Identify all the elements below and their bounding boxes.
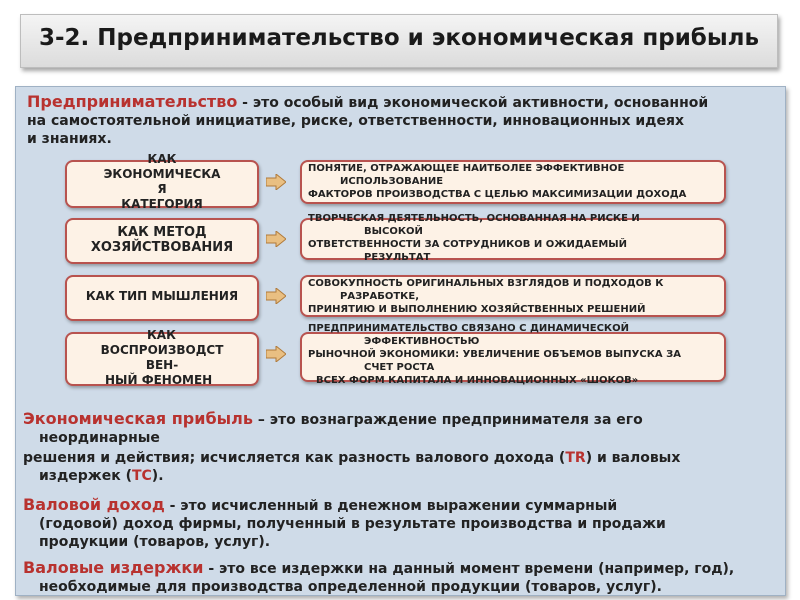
aspect-desc-line: ПОНЯТИЕ, ОТРАЖАЮЩЕЕ НАИТБОЛЕЕ ЭФФЕКТИВНОЕ [308, 163, 625, 174]
aspect-desc-category [300, 160, 726, 204]
revenue-line-2: (годовой) доход фирмы, полученный в результате производства и продажи [39, 516, 666, 532]
aspect-desc-line: ЭФФЕКТИВНОСТЬЮ [364, 336, 480, 347]
profit-definition [23, 410, 779, 485]
aspect-desc-line: ОТВЕТСТВЕННОСТИ ЗА СОТРУДНИКОВ И ОЖИДАЕМЫЙ [308, 239, 628, 250]
costs-term: Валовые издержки [23, 558, 204, 577]
aspect-label-line: ЭКОНОМИЧЕСКА [103, 167, 221, 181]
aspect-desc-line: ВЫСОКОЙ [364, 226, 423, 237]
intro-line-3: и знаниях. [27, 131, 112, 147]
arrow-right-icon [266, 288, 286, 304]
profit-line-2: неординарные [39, 430, 160, 446]
aspect-desc-line: ТВОРЧЕСКАЯ ДЕЯТЕЛЬНОСТЬ, ОСНОВАННАЯ НА РИСКЕ И [308, 213, 640, 224]
costs-definition [23, 559, 779, 596]
aspect-label-line: ВЕН- [145, 358, 179, 372]
title-banner [20, 14, 778, 68]
aspect-desc-phenomenon [300, 323, 726, 386]
costs-line-2: необходимые для производства определенной продукции (товаров, услуг). [39, 579, 662, 595]
intro-line-2: на самостоятельной инициативе, риске, ответственности, инновационных идеях [27, 113, 685, 129]
aspect-label-line: КАК МЕТОД [117, 225, 207, 240]
revenue-definition [23, 496, 779, 551]
tr-abbr: TR [565, 450, 586, 466]
aspect-desc-line: СОВОКУПНОСТЬ ОРИГИНАЛЬНЫХ ВЗГЛЯДОВ И ПОДХОДОВ К [308, 278, 664, 289]
arrow-right-icon [266, 346, 286, 362]
tc-abbr: TC [131, 468, 152, 484]
aspect-desc-line: ИСПОЛЬЗОВАНИЕ [340, 176, 444, 187]
aspect-desc-method [300, 213, 726, 263]
aspect-label-line: КАТЕГОРИЯ [121, 197, 203, 211]
costs-line-1: - это все издержки на данный момент времени (например, год), [203, 561, 735, 577]
profit-term: Экономическая прибыль [23, 409, 253, 428]
intro-term: Предпринимательство [27, 92, 238, 111]
arrow-right-icon [266, 231, 286, 247]
profit-line-3: решения и действия; исчисляется как разность валового дохода ( [23, 450, 566, 466]
aspect-label-line: ВОСПРОИЗВОДСТ [100, 343, 224, 357]
aspect-desc-line: ВСЕХ ФОРМ КАПИТАЛА И ИННОВАЦИОННЫХ «ШОКОВ» [316, 375, 639, 386]
revenue-term: Валовой доход [23, 495, 165, 514]
aspect-label-line: Я [157, 182, 167, 196]
aspect-label-line: ХОЗЯЙСТВОВАНИЯ [90, 240, 234, 255]
revenue-line-1: - это исчисленный в денежном выражении суммарный [164, 498, 618, 514]
aspect-desc-line: ФАКТОРОВ ПРОИЗВОДСТВА С ЦЕЛЬЮ МАКСИМИЗАЦИИ ДОХОДА [308, 189, 687, 200]
profit-line-4: издержек ( [39, 468, 132, 484]
aspect-desc-thinking [300, 275, 726, 317]
profit-line-1: – это вознаграждение предпринимателя за его [252, 412, 643, 428]
aspect-desc-line: РЫНОЧНОЙ ЭКОНОМИКИ: УВЕЛИЧЕНИЕ ОБЪЕМОВ ВЫПУСКА ЗА [308, 349, 681, 360]
aspect-box-phenomenon [65, 328, 259, 387]
aspect-desc-line: РАЗРАБОТКЕ, [340, 291, 419, 302]
aspect-desc-line: ПРЕДПРИНИМАТЕЛЬСТВО СВЯЗАНО С ДИНАМИЧЕСКОЙ [308, 323, 629, 334]
page-title: 3-2. Предпринимательство и экономическая прибыль [39, 25, 760, 51]
aspect-box-category [65, 152, 259, 211]
aspect-label-line: НЫЙ ФЕНОМЕН [105, 373, 213, 387]
profit-line-4-end: ). [151, 468, 164, 484]
aspect-label-line: КАК ТИП МЫШЛЕНИЯ [85, 289, 239, 303]
profit-line-3-end: ) и валовых [585, 450, 681, 466]
aspect-box-method [65, 218, 259, 264]
aspect-desc-line: СЧЕТ РОСТА [364, 362, 435, 373]
intro-definition [27, 93, 777, 148]
aspect-label-line: КАК [147, 328, 176, 342]
aspect-desc-line: РЕЗУЛЬТАТ [364, 252, 431, 263]
aspect-box-thinking [65, 275, 259, 321]
arrow-right-icon [266, 174, 286, 190]
intro-line-1: - это особый вид экономической активности, основанной [237, 95, 709, 111]
aspect-desc-line: ПРИНЯТИЮ И ВЫПОЛНЕНИЮ ХОЗЯЙСТВЕННЫХ РЕШЕНИЙ [308, 304, 646, 315]
revenue-line-3: продукции (товаров, услуг). [39, 534, 271, 550]
aspect-label-line: КАК [147, 152, 177, 166]
